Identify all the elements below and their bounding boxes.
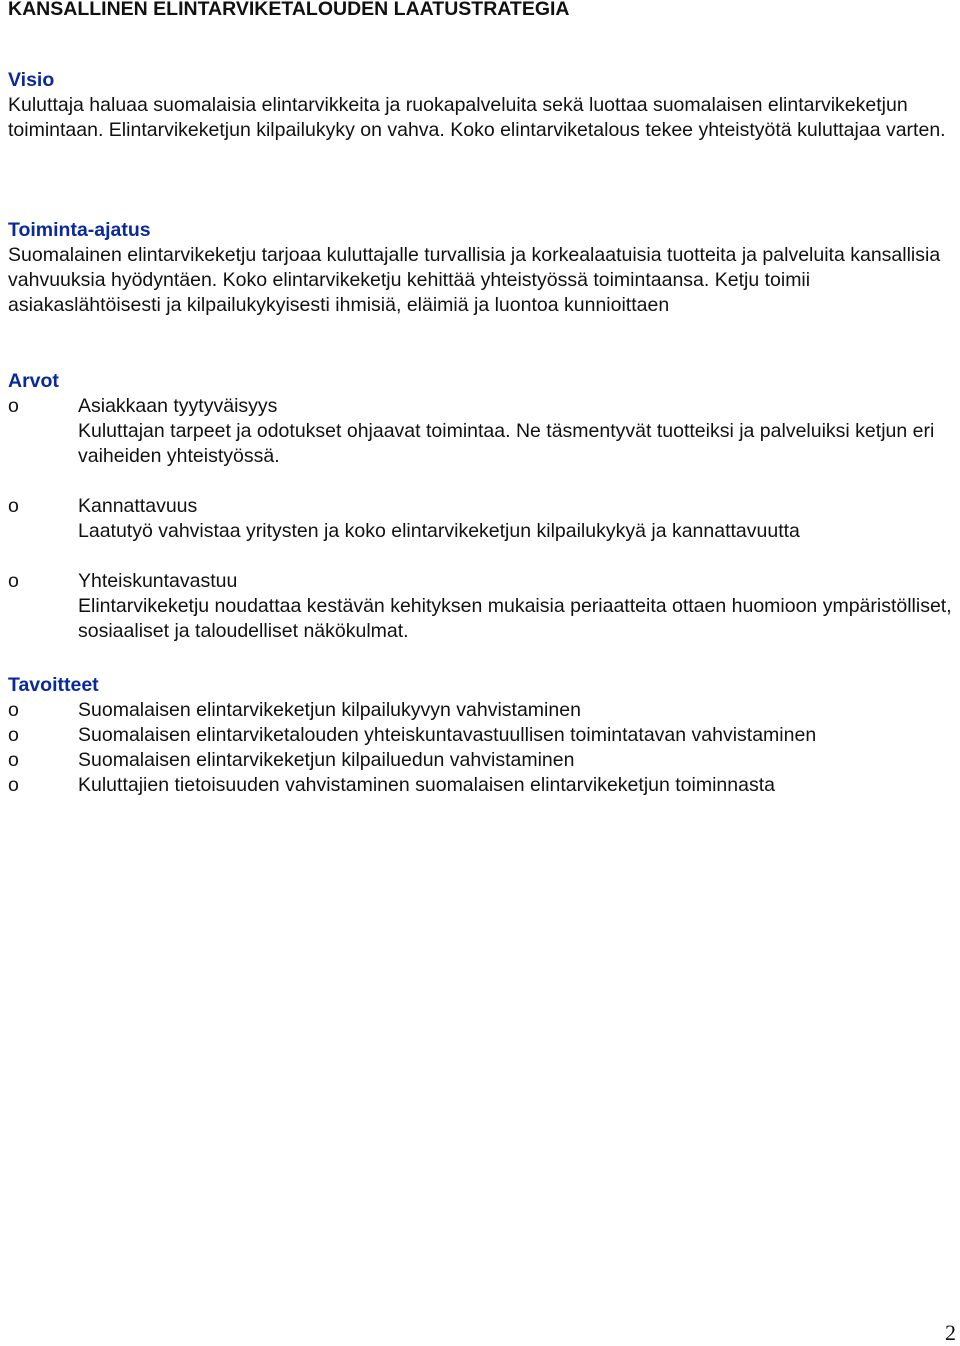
- document-page: [8, 0, 952, 796]
- page-number: 2: [945, 1320, 956, 1345]
- bullet-marker: o: [8, 724, 19, 746]
- toiminta-ajatus-section: [8, 218, 952, 318]
- tavoitteet-section: [8, 673, 952, 798]
- bullet-marker: o: [8, 749, 19, 771]
- bullet-marker: o: [8, 495, 19, 517]
- visio-text: Kuluttaja haluaa suomalaisia elintarvikkeita ja ruokapalveluita sekä luottaa suomalaisen elintarvikeketjun toimintaan. Elintarvikeketjun kilpailukyky on vahva. Koko elintarviketalous tekee yhteistyötä kuluttajaa varten.: [8, 94, 946, 141]
- value-description: Laatutyö vahvistaa yritysten ja koko elintarvikeketjun kilpailukykyä ja kannattavuutta: [78, 520, 800, 542]
- value-description: Elintarvikeketju noudattaa kestävän kehityksen mukaisia periaatteita ottaen huomioon ympäristölliset, sosiaaliset ja taloudelliset näkökulmat.: [78, 595, 952, 642]
- goal-item: [8, 773, 952, 798]
- value-item: [8, 494, 952, 544]
- bullet-marker: o: [8, 395, 19, 417]
- bullet-marker: o: [8, 699, 19, 721]
- arvot-heading: Arvot: [8, 370, 59, 392]
- visio-section: [8, 68, 952, 143]
- visio-heading: Visio: [8, 69, 55, 91]
- goal-item: [8, 698, 952, 723]
- document-title: KANSALLINEN ELINTARVIKETALOUDEN LAATUSTRATEGIA: [8, 0, 570, 20]
- value-title: Asiakkaan tyytyväisyys: [78, 395, 278, 417]
- bullet-marker: o: [8, 774, 19, 796]
- goal-item: [8, 723, 952, 748]
- value-item: [8, 394, 952, 469]
- value-item: [8, 569, 952, 644]
- toiminta-ajatus-text: Suomalainen elintarvikeketju tarjoaa kuluttajalle turvallisia ja korkealaatuisia tuotteita ja palveluita kansallisia vahvuuksia hyödyntäen. Koko elintarvikeketju kehittää yhteistyössä toimintaansa. Ketju toimii asiakaslähtöisesti ja kilpailukykyisesti ihmisiä, eläimiä ja luontoa kunnioittaen: [8, 244, 941, 316]
- goal-text: Kuluttajien tietoisuuden vahvistaminen suomalaisen elintarvikeketjun toiminnasta: [78, 774, 775, 796]
- value-title: Kannattavuus: [78, 495, 198, 517]
- goal-text: Suomalaisen elintarvikeketjun kilpailukyvyn vahvistaminen: [78, 699, 581, 721]
- value-title: Yhteiskuntavastuu: [78, 570, 238, 592]
- goal-text: Suomalaisen elintarviketalouden yhteiskuntavastuullisen toimintatavan vahvistaminen: [78, 724, 817, 746]
- goal-text: Suomalaisen elintarvikeketjun kilpailuedun vahvistaminen: [78, 749, 575, 771]
- tavoitteet-heading: Tavoitteet: [8, 674, 99, 696]
- arvot-section: [8, 369, 952, 644]
- toiminta-ajatus-heading: Toiminta-ajatus: [8, 219, 151, 241]
- bullet-marker: o: [8, 570, 19, 592]
- goal-item: [8, 748, 952, 773]
- value-description: Kuluttajan tarpeet ja odotukset ohjaavat toimintaa. Ne täsmentyvät tuotteiksi ja palveluiksi ketjun eri vaiheiden yhteistyössä.: [78, 420, 935, 467]
